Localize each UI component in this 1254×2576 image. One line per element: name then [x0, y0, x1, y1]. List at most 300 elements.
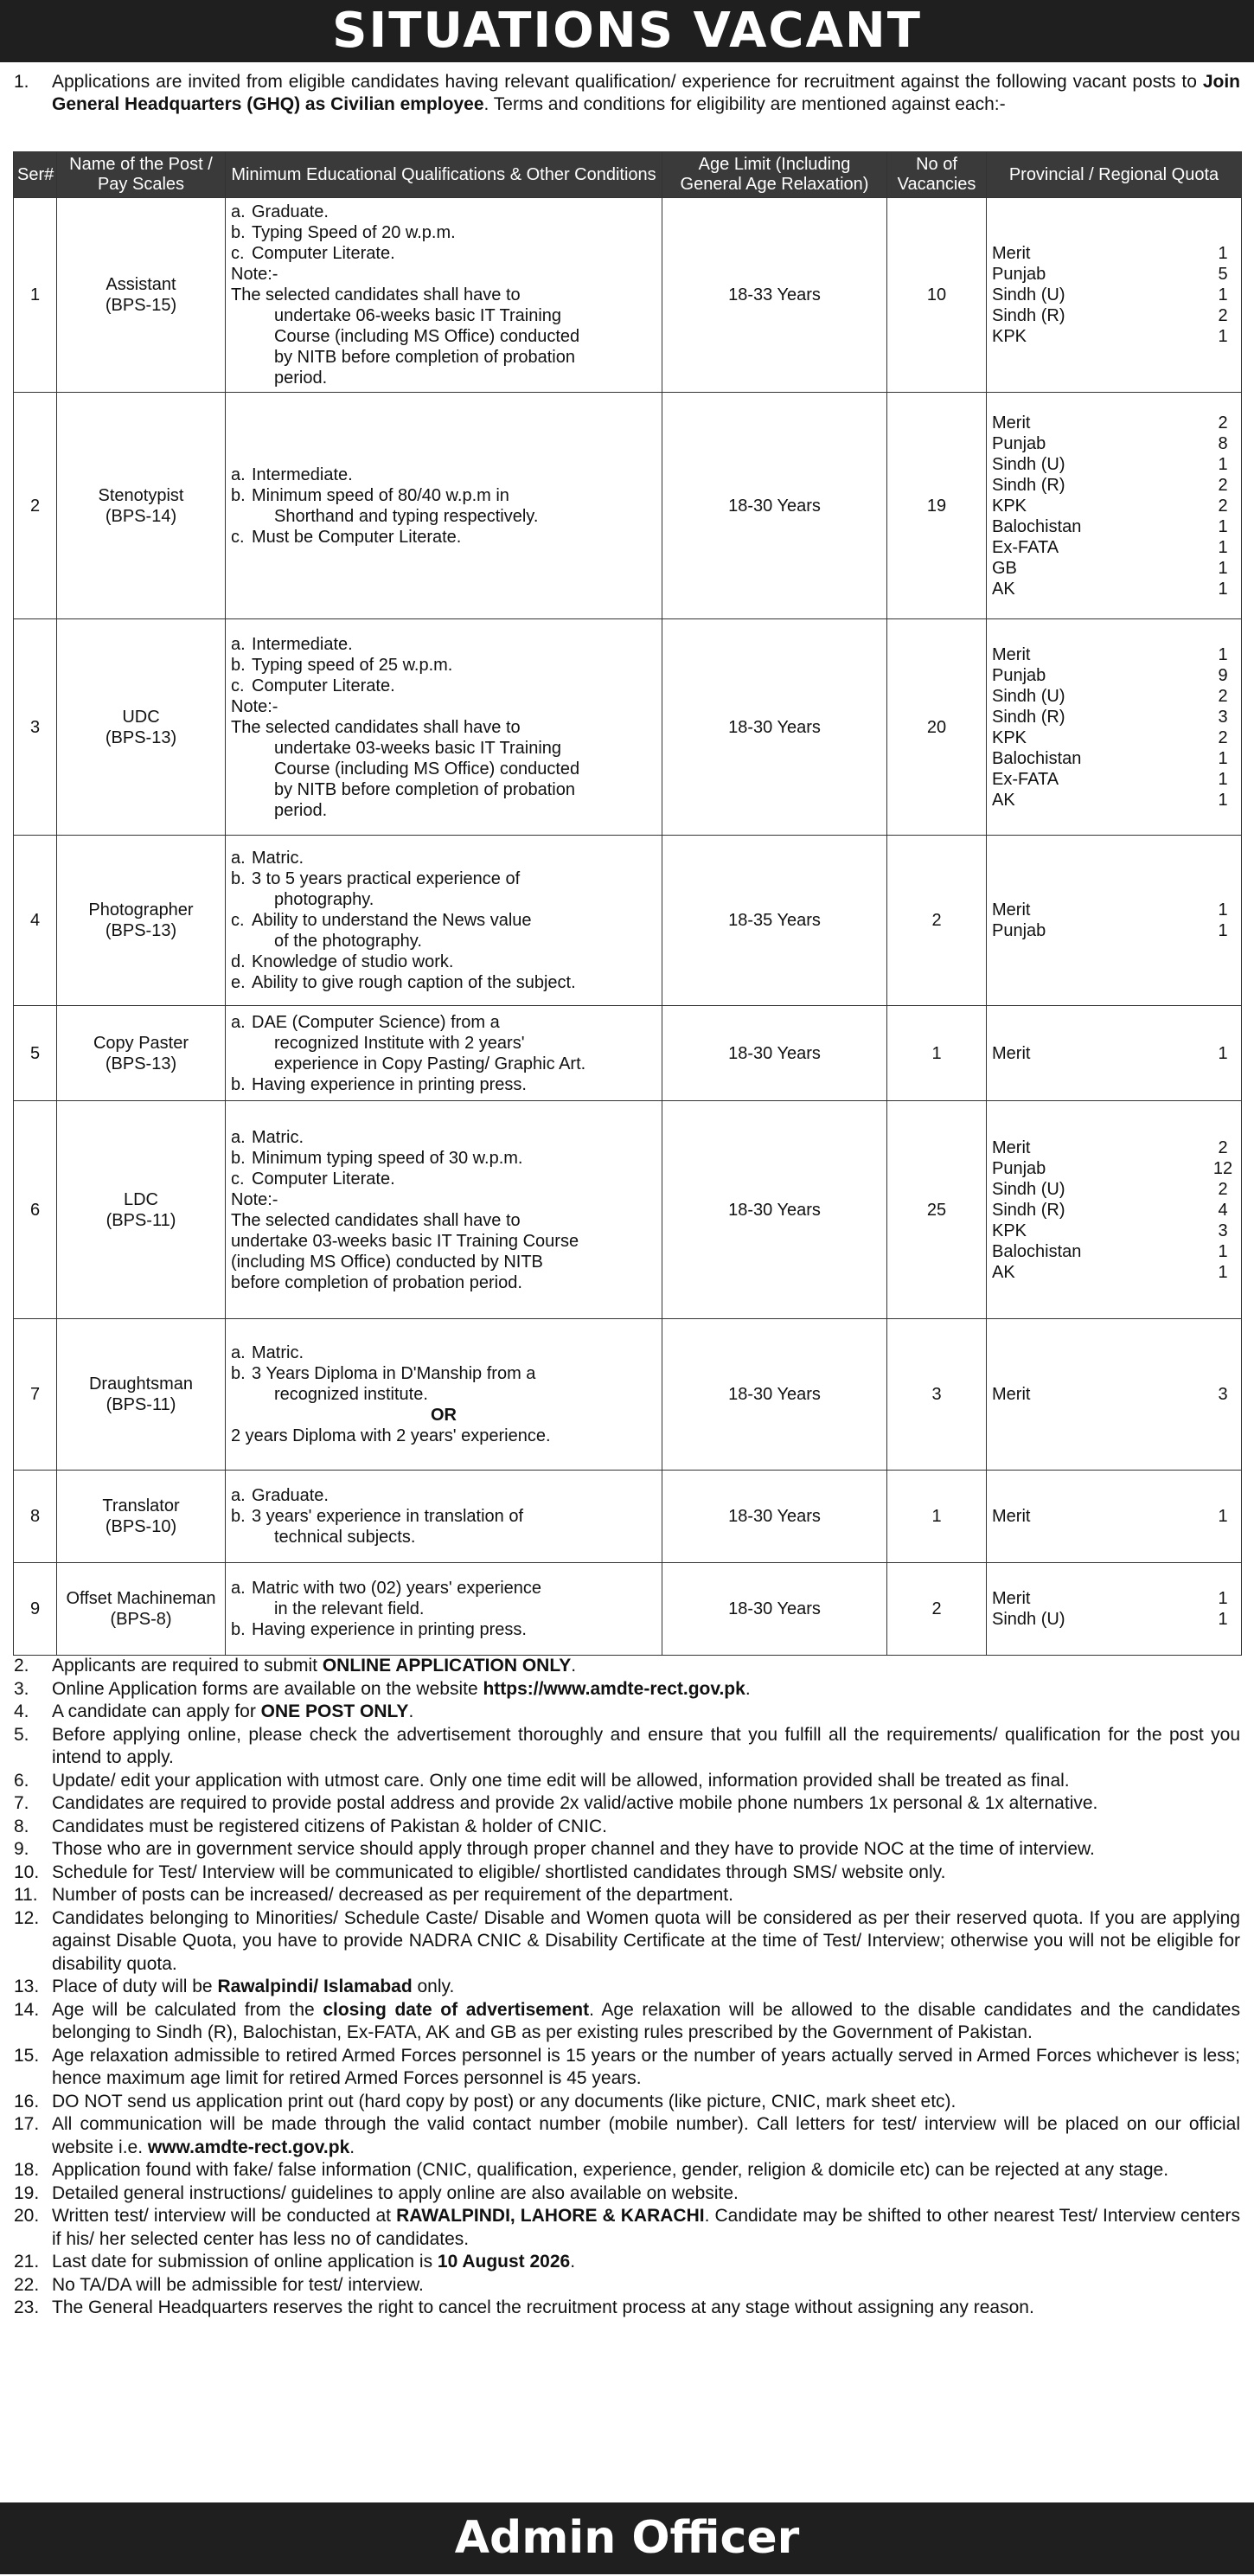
- qualification-text: Minimum typing speed of 30 w.p.m.: [252, 1148, 523, 1168]
- qualification-item: [231, 868, 656, 889]
- quota-item: [992, 644, 1236, 665]
- qualification-note: The selected candidates shall have to: [231, 285, 521, 304]
- term-part: .: [570, 2252, 576, 2272]
- quota-count: 3: [1218, 1385, 1228, 1404]
- row-qualifications: [226, 619, 662, 836]
- qualification-continuation: period.: [274, 800, 328, 820]
- qualification-marker: a.: [231, 1579, 246, 1598]
- qualification-marker: a.: [231, 1343, 246, 1362]
- header-vacancies: No of Vacancies: [887, 152, 987, 198]
- qualification-text: Graduate.: [252, 202, 329, 221]
- quota-count: 2: [1218, 686, 1228, 706]
- header-age-limit: Age Limit (Including General Age Relaxation): [662, 152, 887, 198]
- qualification-marker: b.: [231, 485, 246, 505]
- term-number: 17.: [14, 2114, 40, 2134]
- quota-name: Ex-FATA: [992, 537, 1059, 557]
- term-number: 19.: [14, 2182, 40, 2203]
- qualification-text: Intermediate.: [252, 634, 353, 654]
- qualification-marker: b.: [231, 1507, 246, 1526]
- qualification-item: [231, 1169, 656, 1189]
- term-item: [14, 2159, 1240, 2182]
- qualification-item: [231, 202, 656, 222]
- quota-item: [992, 305, 1236, 326]
- term-number: 20.: [14, 2206, 40, 2226]
- quota-name: AK: [992, 790, 1015, 810]
- term-number: 14.: [14, 1999, 40, 2020]
- term-text: [52, 1725, 1240, 1768]
- row-quota: [987, 619, 1242, 836]
- row-post: [57, 1101, 226, 1319]
- term-part: Before applying online, please check the advertisement thoroughly and ensure that you fulfill all the requirements/ qualification for the post you intend to apply.: [52, 1724, 1240, 1767]
- quota-item: [992, 579, 1236, 599]
- qualification-item: [231, 910, 656, 931]
- quota-name: Sindh (U): [992, 285, 1065, 304]
- row-post: [57, 1471, 226, 1563]
- qualification-continuation: recognized Institute with 2 years': [274, 1033, 525, 1053]
- row-age-limit: 18-30 Years: [662, 619, 887, 836]
- term-text: [52, 2160, 1168, 2180]
- quota-item: [992, 748, 1236, 769]
- quota-name: Merit: [992, 900, 1031, 920]
- term-part: Written test/ interview will be conducted at: [52, 2206, 397, 2226]
- qualification-marker: c.: [231, 911, 245, 930]
- quota-item: [992, 496, 1236, 516]
- intro-text-bold: Join General Headquarters (GHQ) as Civilian employee: [52, 72, 1240, 114]
- term-text: [52, 2092, 956, 2111]
- qualification-note: before completion of probation period.: [231, 1272, 522, 1292]
- row-post: [57, 1563, 226, 1656]
- quota-name: Sindh (R): [992, 1200, 1065, 1220]
- qualification-continuation: period.: [274, 368, 328, 388]
- term-text: [52, 1793, 1097, 1813]
- term-number: 22.: [14, 2274, 40, 2295]
- term-number: 7.: [14, 1793, 29, 1813]
- qualification-item: [231, 527, 656, 548]
- quota-item: [992, 516, 1236, 537]
- row-age-limit: 18-30 Years: [662, 1563, 887, 1656]
- term-item: [14, 1999, 1240, 2045]
- qualification-text: Having experience in printing press.: [252, 1074, 527, 1094]
- row-age-limit: 18-30 Years: [662, 1006, 887, 1101]
- qualification-continuation: technical subjects.: [274, 1528, 416, 1547]
- row-qualifications: [226, 1563, 662, 1656]
- row-qualifications: [226, 198, 662, 393]
- quota-name: Sindh (U): [992, 454, 1065, 474]
- quota-count: 3: [1218, 707, 1228, 727]
- quota-item: [992, 1200, 1236, 1221]
- term-text: [52, 2252, 575, 2272]
- qualification-item: [231, 1074, 656, 1095]
- term-text: [52, 1771, 1070, 1791]
- row-qualifications: [226, 1319, 662, 1471]
- term-part: .: [408, 1701, 414, 1721]
- table-row: [14, 198, 1242, 393]
- quota-count: 1: [1218, 558, 1228, 578]
- qualification-item: [231, 1506, 656, 1527]
- qualification-text: Computer Literate.: [252, 1169, 395, 1189]
- quota-count: 1: [1218, 790, 1228, 810]
- term-number: 13.: [14, 1977, 40, 1996]
- term-part: Update/ edit your application with utmost care. Only one time edit will be allowed, information provided shall be treated as final.: [52, 1770, 1070, 1791]
- quota-count: 1: [1218, 900, 1228, 920]
- quota-count: 1: [1218, 454, 1228, 474]
- qualification-note: Note:-: [231, 265, 278, 284]
- row-qualifications: [226, 1006, 662, 1101]
- quota-name: Punjab: [992, 1158, 1046, 1178]
- row-post: [57, 198, 226, 393]
- quota-count: 1: [1218, 1589, 1228, 1608]
- term-part: Candidates belonging to Minorities/ Schedule Caste/ Disable and Women quota will be considered as per their reserved quota. If you are applying against Disable Quota, you have to provide NADRA CNIC & Disability Certificate at the time of Test/ Interview; otherwise you will not be eligible for disability quota.: [52, 1907, 1240, 1974]
- quota-count: 2: [1218, 496, 1228, 516]
- qualification-text: Ability to give rough caption of the subject.: [252, 973, 576, 992]
- quota-count: 1: [1218, 921, 1228, 940]
- quota-name: Balochistan: [992, 516, 1082, 536]
- intro-number: 1.: [14, 72, 29, 92]
- quota-count: 1: [1218, 1262, 1228, 1282]
- quota-item: [992, 920, 1236, 941]
- term-number: 11.: [14, 1885, 38, 1905]
- qualification-marker: a.: [231, 1486, 246, 1505]
- qualification-item: [231, 952, 656, 972]
- term-number: 5.: [14, 1724, 29, 1745]
- term-bold: www.amdte-rect.gov.pk: [147, 2137, 350, 2157]
- quota-name: Merit: [992, 244, 1031, 263]
- term-number: 6.: [14, 1770, 29, 1791]
- quota-item: [992, 285, 1236, 305]
- qualification-marker: c.: [231, 244, 245, 263]
- table-row: [14, 393, 1242, 619]
- term-item: [14, 1907, 1240, 1977]
- term-text: [52, 2046, 1240, 2089]
- term-item: [14, 2297, 1240, 2320]
- quota-item: [992, 769, 1236, 790]
- qualification-text: Typing speed of 25 w.p.m.: [252, 655, 453, 675]
- row-age-limit: 18-33 Years: [662, 198, 887, 393]
- qualification-marker: c.: [231, 676, 245, 695]
- header-post: Name of the Post / Pay Scales: [57, 152, 226, 198]
- post-bps: (BPS-11): [106, 1395, 176, 1414]
- row-vacancies: 10: [887, 198, 987, 393]
- row-ser: 9: [14, 1563, 57, 1656]
- quota-name: Punjab: [992, 665, 1046, 685]
- table-row: [14, 619, 1242, 836]
- qualification-marker: d.: [231, 952, 246, 971]
- term-text: [52, 1679, 751, 1699]
- term-part: No TA/DA will be admissible for test/ interview.: [52, 2274, 424, 2295]
- qualification-marker: b.: [231, 1620, 246, 1639]
- qualification-item: [231, 243, 656, 264]
- quota-count: 1: [1218, 748, 1228, 768]
- term-number: 8.: [14, 1816, 29, 1836]
- table-row: [14, 1563, 1242, 1656]
- quota-item: [992, 1221, 1236, 1241]
- quota-name: Balochistan: [992, 748, 1082, 768]
- term-part: Schedule for Test/ Interview will be communicated to eligible/ shortlisted candidates through SMS/ website only.: [52, 1862, 946, 1882]
- qualification-marker: b.: [231, 869, 246, 888]
- quota-count: 1: [1218, 644, 1228, 664]
- term-part: The General Headquarters reserves the right to cancel the recruitment process at any stage without assigning any reason.: [52, 2297, 1034, 2317]
- header-ser: Ser#: [14, 152, 57, 198]
- quota-count: 8: [1218, 433, 1228, 453]
- row-quota: [987, 1471, 1242, 1563]
- quota-count: 2: [1218, 306, 1228, 325]
- qualification-item: [231, 1012, 656, 1033]
- term-number: 18.: [14, 2160, 40, 2180]
- intro-paragraph: [14, 71, 1240, 116]
- term-item: [14, 2274, 1240, 2297]
- quota-item: [992, 900, 1236, 920]
- term-text: [52, 2275, 424, 2295]
- qualification-text: Typing Speed of 20 w.p.m.: [252, 223, 456, 242]
- qualification-note: 2 years Diploma with 2 years' experience.: [231, 1426, 551, 1445]
- qualification-marker: e.: [231, 973, 246, 992]
- qualification-text: Having experience in printing press.: [252, 1620, 527, 1639]
- term-text: [52, 1817, 607, 1836]
- row-vacancies: 19: [887, 393, 987, 619]
- row-post: [57, 1006, 226, 1101]
- quota-name: Sindh (U): [992, 1179, 1065, 1199]
- term-text: [52, 1862, 945, 1882]
- quota-name: Merit: [992, 1589, 1031, 1608]
- quota-name: AK: [992, 579, 1015, 599]
- qualification-continuation: photography.: [274, 890, 374, 909]
- qualification-text: Must be Computer Literate.: [252, 527, 462, 547]
- row-ser: 8: [14, 1471, 57, 1563]
- row-quota: [987, 1006, 1242, 1101]
- quota-name: KPK: [992, 327, 1027, 346]
- row-post: [57, 393, 226, 619]
- term-number: 12.: [14, 1907, 40, 1928]
- post-name: Stenotypist: [98, 485, 184, 505]
- term-item: [14, 1884, 1240, 1907]
- qualification-marker: b.: [231, 1364, 246, 1383]
- term-item: [14, 2251, 1240, 2274]
- row-vacancies: 1: [887, 1471, 987, 1563]
- qualification-continuation: by NITB before completion of probation: [274, 348, 575, 367]
- qualification-marker: c.: [231, 1169, 245, 1189]
- quota-item: [992, 433, 1236, 454]
- post-name: Offset Machineman: [66, 1589, 216, 1608]
- quota-name: Balochistan: [992, 1241, 1082, 1261]
- qualification-continuation: undertake 03-weeks basic IT Training: [274, 738, 562, 758]
- term-bold: ONE POST ONLY: [260, 1701, 409, 1721]
- qualification-marker: b.: [231, 223, 246, 242]
- row-ser: 4: [14, 836, 57, 1006]
- header-qualifications: Minimum Educational Qualifications & Other Conditions: [226, 152, 662, 198]
- quota-item: [992, 264, 1236, 285]
- quota-item: [992, 1588, 1236, 1609]
- term-part: Age will be calculated from the: [52, 1999, 323, 2020]
- post-bps: (BPS-10): [105, 1517, 177, 1536]
- term-text: [52, 2000, 1240, 2043]
- quota-count: 3: [1218, 1221, 1228, 1240]
- row-vacancies: 3: [887, 1319, 987, 1471]
- qualification-item: [231, 655, 656, 676]
- quota-name: KPK: [992, 496, 1027, 516]
- row-qualifications: [226, 393, 662, 619]
- term-item: [14, 2113, 1240, 2159]
- term-number: 9.: [14, 1839, 29, 1859]
- term-item: [14, 1678, 1240, 1701]
- row-age-limit: 18-30 Years: [662, 1471, 887, 1563]
- quota-item: [992, 790, 1236, 811]
- term-text: [52, 1885, 733, 1905]
- qualification-item: [231, 1619, 656, 1640]
- header-quota: Provincial / Regional Quota: [987, 152, 1242, 198]
- term-text: [52, 2297, 1034, 2317]
- term-number: 4.: [14, 1701, 29, 1721]
- term-text: [52, 2114, 1240, 2157]
- term-text: [52, 1701, 413, 1721]
- row-age-limit: 18-35 Years: [662, 836, 887, 1006]
- post-name: Assistant: [106, 275, 176, 294]
- quota-count: 1: [1218, 516, 1228, 536]
- qualification-marker: a.: [231, 465, 246, 484]
- term-item: [14, 1838, 1240, 1862]
- quota-name: Merit: [992, 1507, 1031, 1526]
- quota-count: 1: [1218, 769, 1228, 789]
- term-text: [52, 1656, 576, 1676]
- quota-count: 12: [1212, 1158, 1233, 1178]
- qualification-text: Intermediate.: [252, 465, 353, 484]
- term-part: A candidate can apply for: [52, 1701, 261, 1721]
- term-item: [14, 2091, 1240, 2114]
- row-age-limit: 18-30 Years: [662, 393, 887, 619]
- quota-item: [992, 243, 1236, 264]
- qualification-text: 3 years' experience in translation of: [252, 1507, 523, 1526]
- quota-count: 1: [1218, 244, 1228, 263]
- qualification-marker: a.: [231, 202, 246, 221]
- qualification-continuation: Shorthand and typing respectively.: [274, 506, 539, 526]
- term-part: Candidates must be registered citizens of Pakistan & holder of CNIC.: [52, 1816, 607, 1836]
- term-number: 23.: [14, 2297, 40, 2317]
- qualification-note: Note:-: [231, 696, 278, 716]
- quota-item: [992, 1506, 1236, 1527]
- row-age-limit: 18-30 Years: [662, 1101, 887, 1319]
- term-item: [14, 1724, 1240, 1770]
- row-post: [57, 619, 226, 836]
- term-part: Place of duty will be: [52, 1977, 218, 1996]
- quota-item: [992, 1179, 1236, 1200]
- quota-item: [992, 1043, 1236, 1064]
- term-part: Detailed general instructions/ guidelines to apply online are also available on website.: [52, 2182, 739, 2203]
- term-item: [14, 1655, 1240, 1678]
- qualification-continuation: undertake 06-weeks basic IT Training: [274, 306, 562, 325]
- term-number: 3.: [14, 1678, 29, 1699]
- quota-item: [992, 326, 1236, 347]
- quota-count: 1: [1218, 1507, 1228, 1526]
- post-bps: (BPS-13): [105, 921, 177, 940]
- signature: Admin Officer: [0, 2502, 1254, 2574]
- qualification-text: DAE (Computer Science) from a: [252, 1012, 500, 1032]
- quota-count: 5: [1218, 265, 1228, 284]
- term-part: All communication will be made through the valid contact number (mobile number). Call letters for test/ interview will be placed on our official website i.e.: [52, 2114, 1240, 2157]
- term-part: Number of posts can be increased/ decreased as per requirement of the department.: [52, 1885, 733, 1905]
- row-qualifications: [226, 1471, 662, 1563]
- quota-item: [992, 707, 1236, 727]
- quota-name: Merit: [992, 644, 1031, 664]
- row-quota: [987, 393, 1242, 619]
- post-name: LDC: [123, 1189, 158, 1209]
- term-part: Online Application forms are available on the website: [52, 1678, 483, 1699]
- qualification-marker: a.: [231, 634, 246, 654]
- term-part: Application found with fake/ false information (CNIC, qualification, experience, gender, religion & domicile etc) can be rejected at any stage.: [52, 2160, 1169, 2180]
- term-text: [52, 1977, 454, 1996]
- row-ser: 1: [14, 198, 57, 393]
- qualification-text: Matric.: [252, 1127, 304, 1147]
- quota-item: [992, 1241, 1236, 1262]
- qualification-text: 3 to 5 years practical experience of: [252, 869, 521, 888]
- term-bold: https://www.amdte-rect.gov.pk: [483, 1678, 745, 1699]
- term-number: 15.: [14, 2045, 40, 2066]
- row-qualifications: [226, 1101, 662, 1319]
- term-bold: 10 August 2026: [437, 2252, 571, 2272]
- term-bold: Rawalpindi/ Islamabad: [217, 1977, 413, 1996]
- term-item: [14, 2205, 1240, 2251]
- term-item: [14, 2045, 1240, 2091]
- qualification-or: OR: [431, 1406, 457, 1425]
- qualification-item: [231, 634, 656, 655]
- qualification-marker: b.: [231, 1148, 246, 1168]
- post-name: Draughtsman: [88, 1375, 194, 1394]
- quota-item: [992, 727, 1236, 748]
- quota-item: [992, 537, 1236, 558]
- term-part: Those who are in government service should apply through proper channel and they have to provide NOC at the time of interview.: [52, 1839, 1095, 1859]
- qualification-text: Computer Literate.: [252, 244, 395, 263]
- quota-name: Punjab: [992, 433, 1046, 453]
- row-vacancies: 2: [887, 1563, 987, 1656]
- intro-text: [52, 71, 1240, 116]
- qualification-note: (including MS Office) conducted by NITB: [231, 1252, 543, 1272]
- quota-count: 2: [1218, 475, 1228, 495]
- term-item: [14, 1792, 1240, 1816]
- row-quota: [987, 1101, 1242, 1319]
- term-number: 16.: [14, 2091, 40, 2111]
- table-row: [14, 1101, 1242, 1319]
- post-name: Photographer: [88, 900, 194, 920]
- qualification-marker: b.: [231, 655, 246, 675]
- term-item: [14, 1976, 1240, 1999]
- term-item: [14, 1701, 1240, 1724]
- table-row: [14, 836, 1242, 1006]
- term-part: .: [349, 2137, 355, 2157]
- row-vacancies: 25: [887, 1101, 987, 1319]
- qualification-marker: a.: [231, 1127, 246, 1147]
- quota-item: [992, 1609, 1236, 1630]
- row-post: [57, 836, 226, 1006]
- quota-count: 4: [1218, 1200, 1228, 1220]
- table-row: [14, 1006, 1242, 1101]
- row-ser: 7: [14, 1319, 57, 1471]
- term-part: Applicants are required to submit: [52, 1656, 323, 1676]
- qualification-continuation: Course (including MS Office) conducted: [274, 759, 580, 779]
- quota-name: Sindh (R): [992, 306, 1065, 325]
- qualification-continuation: by NITB before completion of probation: [274, 779, 575, 799]
- qualification-marker: b.: [231, 1074, 246, 1094]
- quota-name: Merit: [992, 1043, 1031, 1063]
- qualification-continuation: in the relevant field.: [274, 1599, 425, 1618]
- table-row: [14, 1471, 1242, 1563]
- term-item: [14, 1862, 1240, 1885]
- post-bps: (BPS-14): [105, 506, 177, 526]
- term-bold: RAWALPINDI, LAHORE & KARACHI: [396, 2206, 705, 2226]
- quota-name: Punjab: [992, 921, 1046, 940]
- term-number: 21.: [14, 2252, 40, 2272]
- row-quota: [987, 1319, 1242, 1471]
- term-text: [52, 2183, 739, 2203]
- term-item: [14, 1770, 1240, 1793]
- qualification-marker: c.: [231, 527, 245, 547]
